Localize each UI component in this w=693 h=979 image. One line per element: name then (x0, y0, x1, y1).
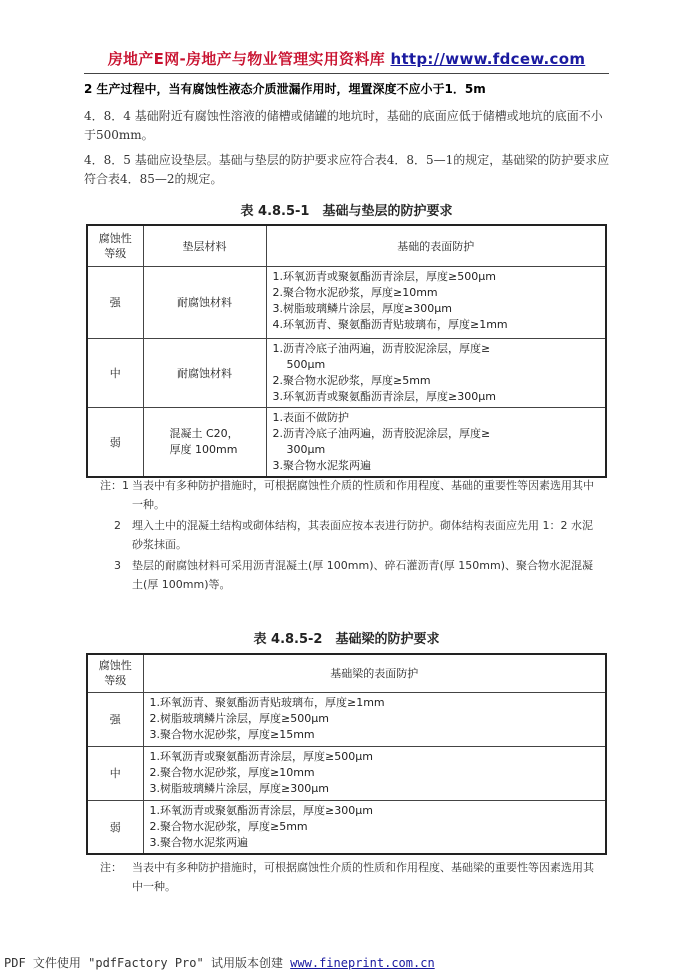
list-item: 2.聚合物水泥砂浆，厚度≥10mm (149, 765, 315, 779)
list-item: 1.环氧沥青或聚氨酯沥青涂层，厚度≥500μm (272, 269, 496, 283)
table2-notes (100, 858, 600, 896)
footer-text: PDF 文件使用 "pdfFactory Pro" 试用版本创建 (4, 956, 291, 970)
note-1: 注：1 当表中有多种防护措施时，可根据腐蚀性介质的性质和作用程度、基础的重要性等因素选用其中一种。 (100, 479, 594, 511)
table1-material: 混凝土 C20， 厚度 100mm (143, 407, 266, 477)
list-item: 2.聚合物水泥砂浆，厚度≥5mm (149, 819, 308, 833)
table2-grade-medium: 中 (87, 746, 143, 800)
table1-material: 耐腐蚀材料 (143, 338, 266, 407)
table1-header-protection: 基础的表面防护 (266, 225, 606, 266)
clause-4-8-5: 4．8．5 基础应设垫层。基础与垫层的防护要求应符合表4．8．5—1的规定，基础梁的防护要求应符合表4．85—2的规定。 (84, 153, 610, 186)
header-divider (84, 73, 609, 74)
table2-header-row (87, 654, 606, 692)
list-item: 2.树脂玻璃鳞片涂层，厚度≥500μm (149, 711, 329, 725)
table2-protection-list (143, 800, 606, 854)
table2-grade-weak: 弱 (87, 800, 143, 854)
table2-grade-strong: 强 (87, 692, 143, 746)
clause-item-2: 2 生产过程中，当有腐蚀性液态介质泄漏作用时，埋置深度不应小于1．5m (84, 82, 486, 96)
table-row (87, 800, 606, 854)
table2-header-grade: 腐蚀性等级 (87, 654, 143, 692)
table1-material: 耐腐蚀材料 (143, 266, 266, 338)
header-title: 网-房地产与物业管理实用资料库 (164, 50, 385, 68)
site-header (0, 48, 693, 69)
table-row (87, 338, 606, 407)
table1-notes (100, 476, 600, 594)
header-prefix: 房地产 (107, 50, 154, 68)
list-item: 1.沥青冷底子油两遍，沥青胶泥涂层，厚度≥ (272, 341, 491, 355)
pdf-footer (4, 954, 435, 971)
list-item: 3.树脂玻璃鳞片涂层，厚度≥300μm (272, 301, 452, 315)
header-e: E (153, 50, 165, 68)
table1-protection-list (266, 266, 606, 338)
table1-header-grade: 腐蚀性等级 (87, 225, 143, 266)
list-item: 2.聚合物水泥砂浆，厚度≥10mm (272, 285, 438, 299)
table-row (87, 266, 606, 338)
table1-header-material: 垫层材料 (143, 225, 266, 266)
table1-protection-list (266, 338, 606, 407)
list-item: 3.树脂玻璃鳞片涂层，厚度≥300μm (149, 781, 329, 795)
note-2: 2 埋入土中的混凝土结构或砌体结构，其表面应按本表进行防护。砌体结构表面应先用 1：2 水泥砂浆抹面。 (114, 519, 593, 551)
footer-link[interactable]: www.fineprint.com.cn (290, 956, 435, 970)
list-item: 3.聚合物水泥浆两遍 (149, 835, 248, 849)
clause-4-8-4: 4．8．4 基础附近有腐蚀性溶液的储槽或储罐的地坑时，基础的底面应低于储槽或地坑的底面不小于500mm。 (84, 109, 603, 142)
table2-protection-list (143, 746, 606, 800)
list-item: 1.环氧沥青或聚氨酯沥青涂层，厚度≥500μm (149, 749, 373, 763)
table1-grade-weak: 弱 (87, 407, 143, 477)
table-row (87, 746, 606, 800)
note-3: 3 垫层的耐腐蚀材料可采用沥青混凝土(厚 100mm)、碎石灌沥青(厚 150mm)、聚合物水泥混凝土(厚 100mm)等。 (114, 559, 594, 591)
table1-protection-list (266, 407, 606, 477)
table1 (86, 224, 607, 478)
table2-protection-list (143, 692, 606, 746)
table2 (86, 653, 607, 855)
list-item: 3.聚合物水泥砂浆，厚度≥15mm (149, 727, 315, 741)
table1-grade-strong: 强 (87, 266, 143, 338)
table2-header-protection: 基础梁的表面防护 (143, 654, 606, 692)
list-item: 1.环氧沥青或聚氨酯沥青涂层，厚度≥300μm (149, 803, 373, 817)
list-item: 4.环氧沥青、聚氨酯沥青贴玻璃布，厚度≥1mm (272, 317, 508, 331)
table-row (87, 407, 606, 477)
table1-header-row (87, 225, 606, 266)
header-url-link[interactable]: http://www.fdcew.com (390, 50, 586, 68)
table1-caption: 表 4.8.5-1 基础与垫层的防护要求 (240, 204, 453, 219)
list-item: 3.环氧沥青或聚氨酯沥青涂层，厚度≥300μm (272, 389, 496, 403)
note-1: 注： 当表中有多种防护措施时，可根据腐蚀性介质的性质和作用程度、基础梁的重要性等因素选用其中一种。 (100, 861, 594, 893)
list-item: 300μm (286, 442, 326, 456)
list-item: 1.表面不做防护 (272, 410, 349, 424)
list-item: 3.聚合物水泥浆两遍 (272, 458, 371, 472)
list-item: 500μm (286, 357, 326, 371)
list-item: 2.聚合物水泥砂浆，厚度≥5mm (272, 373, 431, 387)
table2-caption: 表 4.8.5-2 基础梁的防护要求 (253, 632, 440, 647)
list-item: 1.环氧沥青、聚氨酯沥青贴玻璃布，厚度≥1mm (149, 695, 385, 709)
table1-grade-medium: 中 (87, 338, 143, 407)
table-row (87, 692, 606, 746)
list-item: 2.沥青冷底子油两遍，沥青胶泥涂层，厚度≥ (272, 426, 491, 440)
